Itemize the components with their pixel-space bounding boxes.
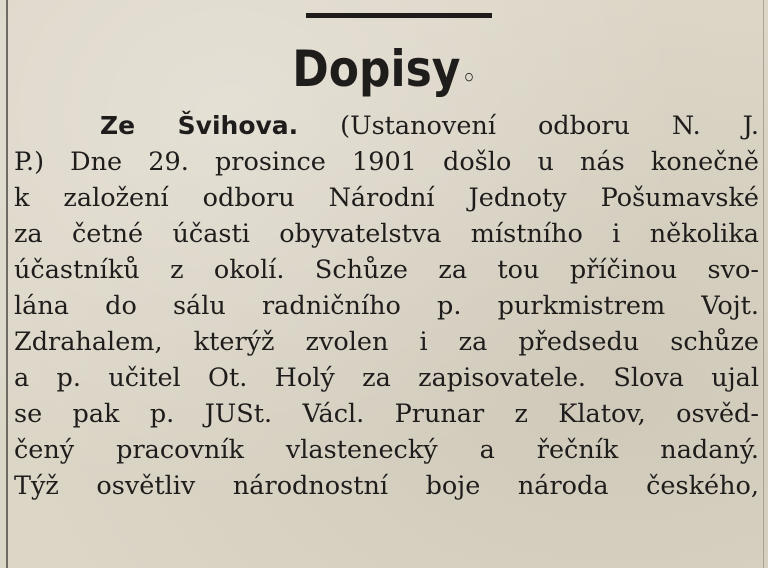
article-line: k založení odboru Národní Jednoty Pošumavské (14, 183, 759, 213)
section-heading (46, 28, 722, 119)
column-rule-right (763, 0, 764, 568)
article-line: za četné účasti obyvatelstva místního i několika (14, 219, 759, 249)
article-line: lána do sálu radničního p. purkmistrem Vojt. (14, 291, 759, 321)
article-line: účastníků z okolí. Schůze za tou příčinou svo- (14, 255, 759, 285)
article-line: se pak p. JUSt. Václ. Prunar z Klatov, osvěd- (14, 399, 759, 429)
article-lead: Ze Švihova. (100, 111, 299, 140)
section-heading-text: Dopisy (292, 40, 461, 98)
article-line: čený pracovník vlastenecký a řečník nadaný. (14, 435, 759, 465)
article-line: Týž osvětliv národnostní boje národa českého, (14, 471, 759, 501)
article-line: Zdrahalem, kterýž zvolen i za předsedu schůze (14, 327, 759, 357)
article-body (14, 108, 759, 504)
article-line-1 (14, 108, 759, 144)
section-divider (306, 13, 492, 18)
article-line: P.) Dne 29. prosince 1901 došlo u nás konečně (14, 147, 759, 177)
column-rule-left (6, 0, 8, 568)
article-lead-rest: (Ustanovení odboru N. J. (340, 111, 760, 141)
heading-mark: ◦ (462, 64, 476, 92)
article-line: a p. učitel Ot. Holý za zapisovatele. Slova ujal (14, 363, 759, 393)
